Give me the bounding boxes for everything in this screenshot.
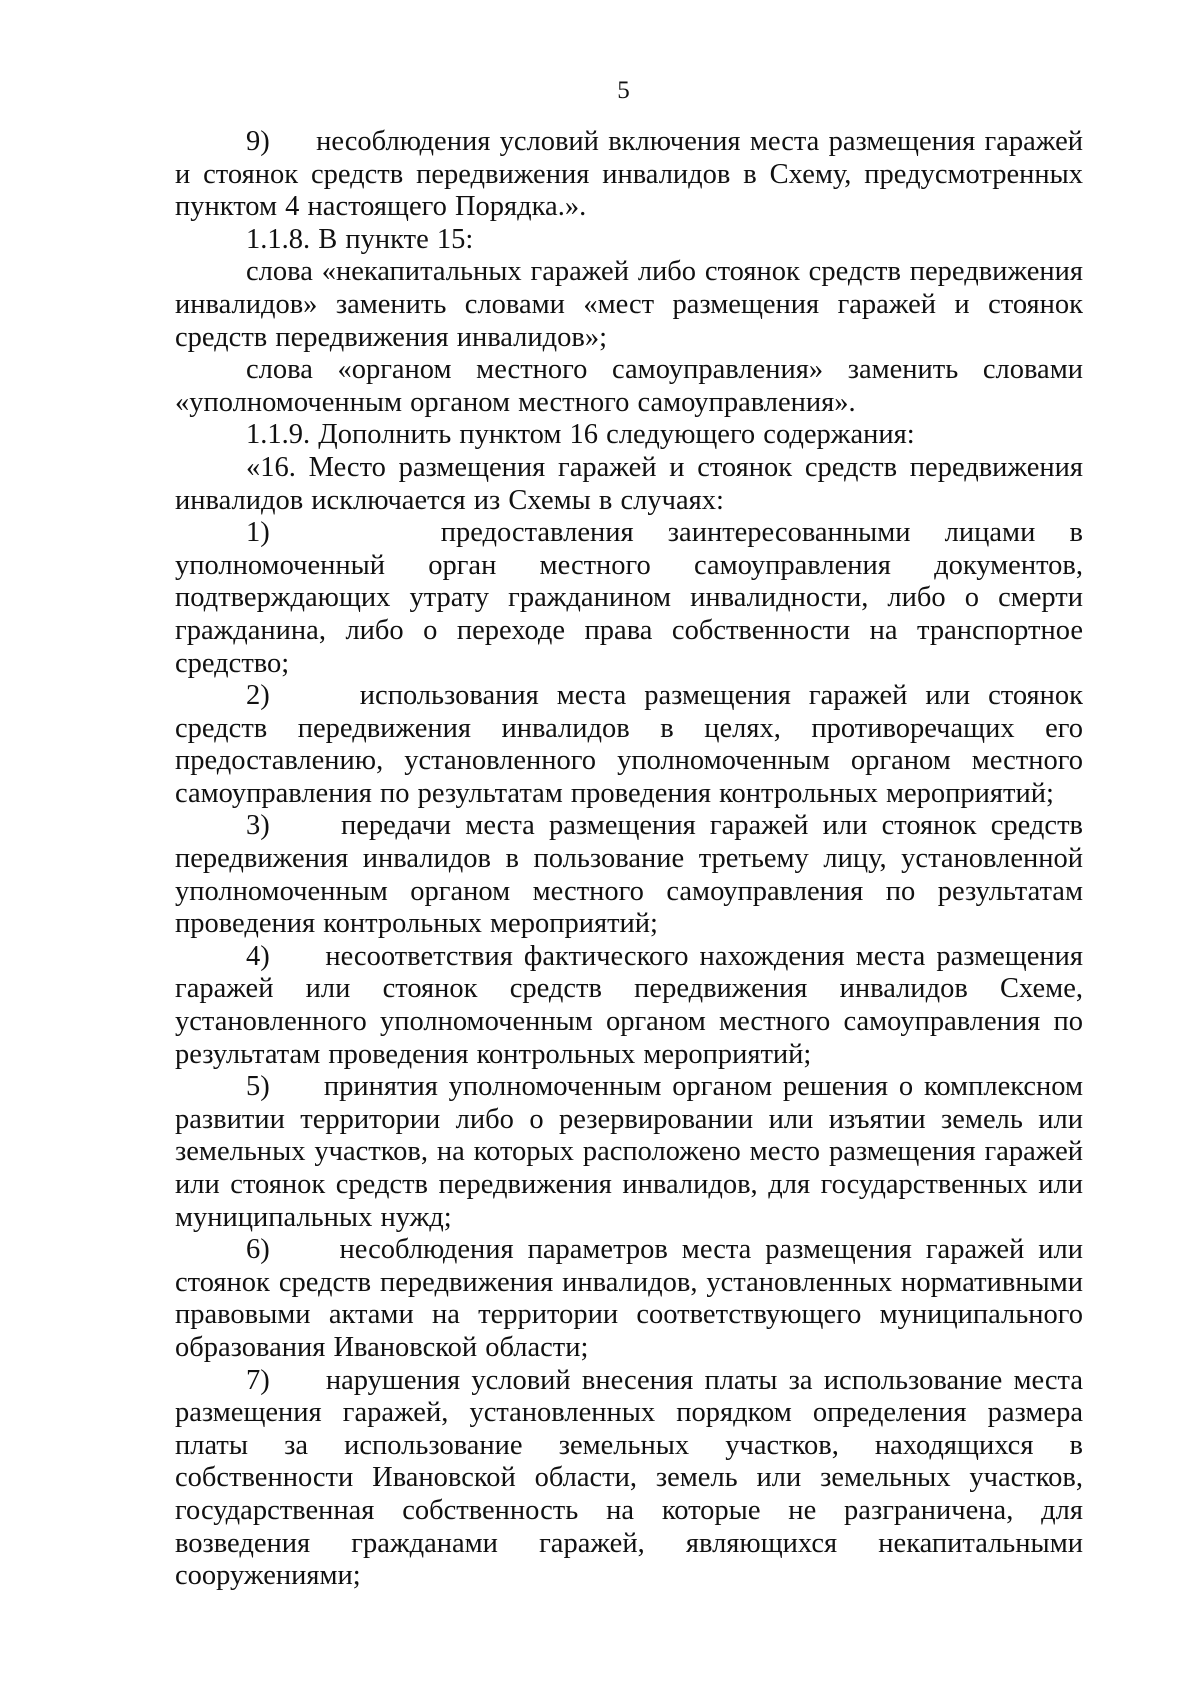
paragraph-case-5: 5) принятия уполномоченным органом решения о комплексном развитии территории либо о резервировании или изъятии земель или земельных участков, на которых расположено место размещения гаражей или стоянок средств передвижения инвалидов, для государственных или муниципальных нужд; — [175, 1071, 1083, 1233]
paragraph-case-3: 3) передачи места размещения гаражей или стоянок средств передвижения инвалидов в пользование третьему лицу, установленной уполномоченным органом местного самоуправления по результатам проведения контрольных мероприятий; — [175, 810, 1083, 940]
paragraph-case-7: 7) нарушения условий внесения платы за использование места размещения гаражей, установленных порядком определения размера платы за использование земельных участков, находящихся в собственности Ивановской области, земель или земельных участков, государственная собственность на которые не разграничена, для возведения гражданами гаражей, являющихся некапитальными сооружениями; — [175, 1364, 1083, 1592]
paragraph-words-replacement-2: слова «органом местного самоуправления» заменить словами «уполномоченным органом местного самоуправления». — [175, 354, 1083, 418]
paragraph-1-1-8: 1.1.8. В пункте 15: — [246, 223, 474, 255]
paragraph-words-replacement-1: слова «некапитальных гаражей либо стоянок средств передвижения инвалидов» заменить словами «мест размещения гаражей и стоянок средств передвижения инвалидов»; — [175, 256, 1083, 353]
paragraph-item-9: 9) несоблюдения условий включения места размещения гаражей и стоянок средств передвижения инвалидов в Схему, предусмотренных пунктом 4 настоящего Порядка.». — [175, 126, 1083, 223]
paragraph-case-1: 1) предоставления заинтересованными лицами в уполномоченный орган местного самоуправления документов, подтверждающих утрату гражданином инвалидности, либо о смерти гражданина, либо о переходе права собственности на транспортное средство; — [175, 517, 1083, 679]
paragraph-case-4: 4) несоответствия фактического нахождения места размещения гаражей или стоянок средств передвижения инвалидов Схеме, установленного уполномоченным органом местного самоуправления по результатам проведения контрольных мероприятий; — [175, 940, 1083, 1070]
paragraph-1-1-9: 1.1.9. Дополнить пунктом 16 следующего содержания: — [246, 419, 915, 451]
paragraph-point-16: «16. Место размещения гаражей и стоянок средств передвижения инвалидов исключается из Схемы в случаях: — [175, 451, 1083, 516]
paragraph-case-6: 6) несоблюдения параметров места размещения гаражей или стоянок средств передвижения инвалидов, установленных нормативными правовыми актами на территории соответствующего муниципального образования Ивановской области; — [175, 1234, 1083, 1363]
page-number: 5 — [617, 77, 630, 104]
document-body — [175, 126, 1083, 1593]
paragraph-case-2: 2) использования места размещения гаражей или стоянок средств передвижения инвалидов в целях, противоречащих его предоставлению, установленного уполномоченным органом местного самоуправления по результатам проведения контрольных мероприятий; — [175, 680, 1083, 809]
